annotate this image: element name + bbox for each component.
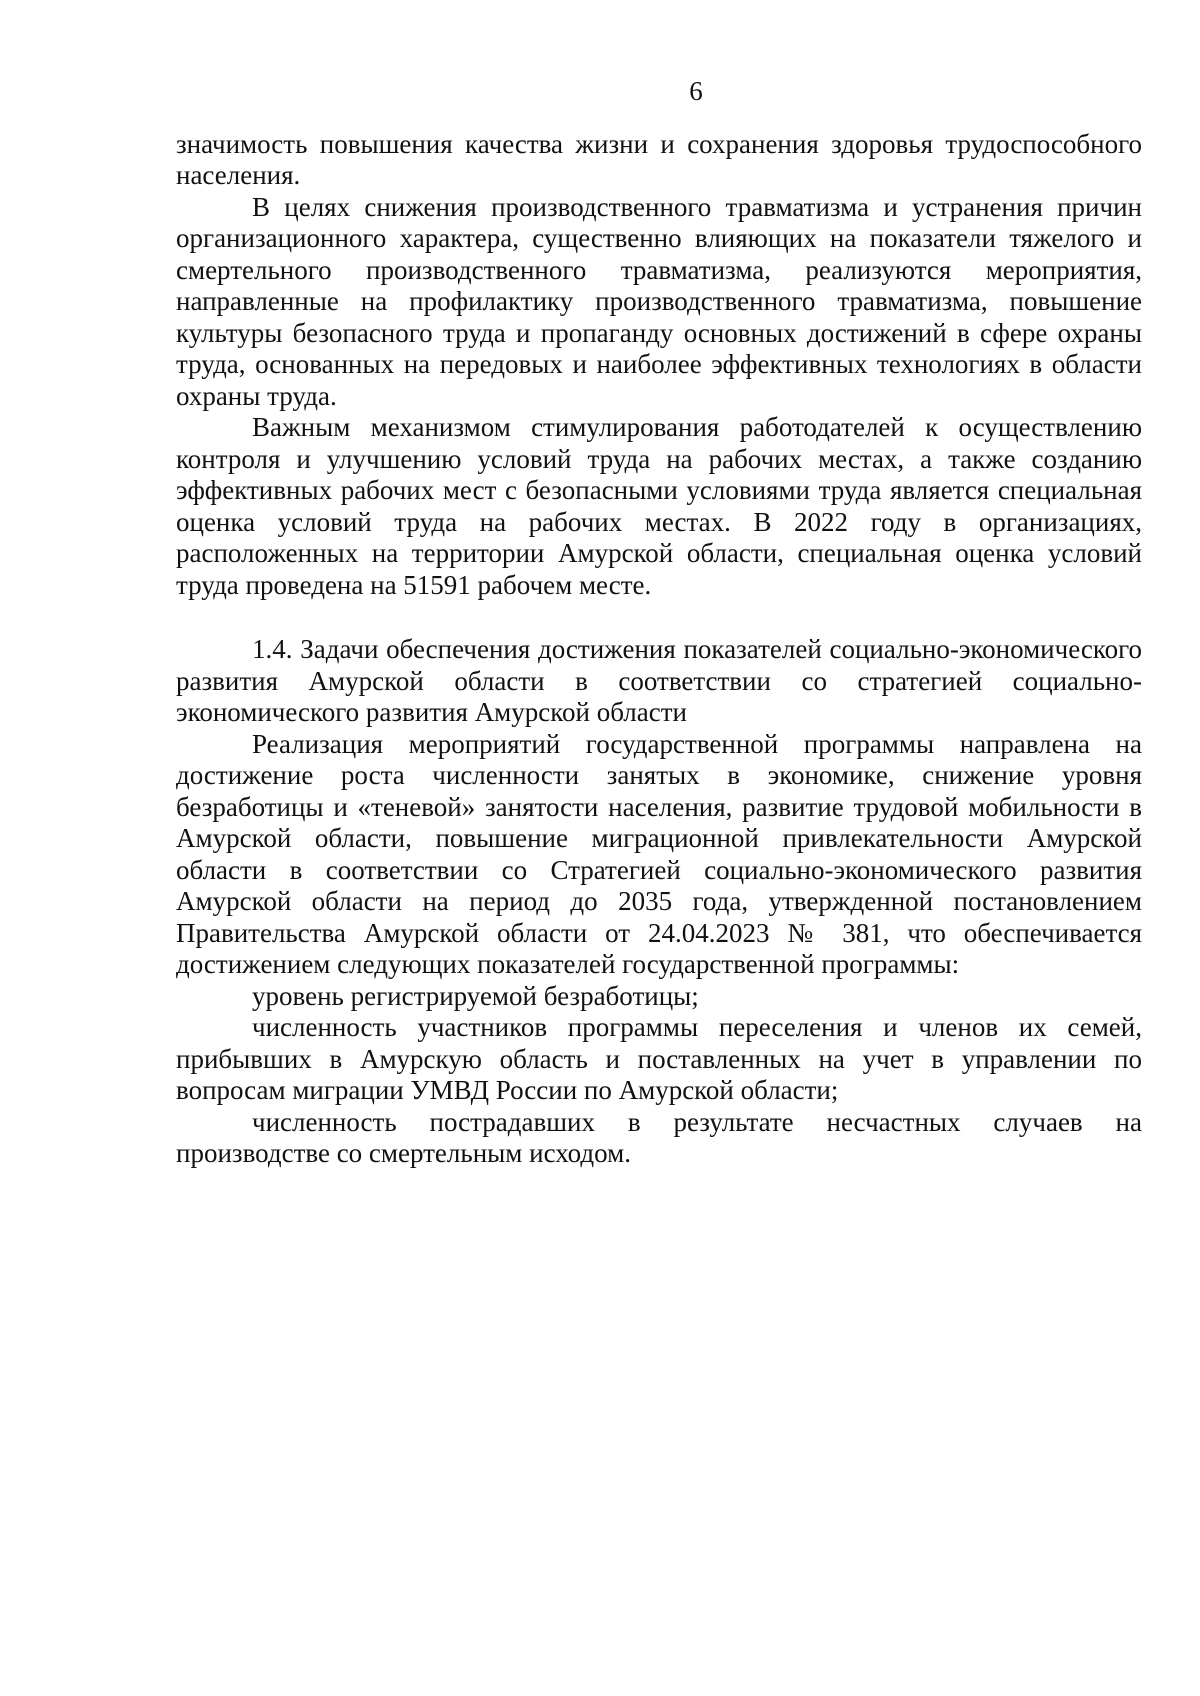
page-number: 6 [689, 76, 703, 106]
paragraph-injury-prevention: В целях снижения производственного травматизма и устранения причин организационного характера, существенно влияющих на показатели тяжелого и смертельного производственного травматизма, реализуются мероприятия, направленные на профилактику производственного травматизма, повышение культуры безопасного труда и пропаганду основных достижений в сфере охраны труда, основанных на передовых и наиболее эффективных технологиях в области охраны труда. [176, 191, 1142, 411]
section-heading: 1.4. Задачи обеспечения достижения показателей социально-экономического развития Амурской области в соответствии со стратегией социально-экономического развития Амурской области [176, 634, 1142, 727]
list-item-fatal-injuries: численность пострадавших в результате несчастных случаев на производстве со смертельным исходом. [176, 1106, 1142, 1168]
list-item-resettlement: численность участников программы переселения и членов их семей, прибывших в Амурскую область и поставленных на учет в управлении по вопросам миграции УМВД России по Амурской области; [176, 1012, 1142, 1105]
paragraph-continuation: значимость повышения качества жизни и сохранения здоровья трудоспособного населения. [176, 128, 1142, 190]
paragraph-working-conditions: Важным механизмом стимулирования работодателей к осуществлению контроля и улучшению условий труда на рабочих местах, а также созданию эффективных рабочих мест с безопасными условиями труда является специальная оценка условий труда на рабочих местах. В 2022 году в организациях, расположенных на территории Амурской области, специальная оценка условий труда проведена на 51591 рабочем месте. [176, 412, 1142, 600]
paragraph-program-goals: Реализация мероприятий государственной программы направлена на достижение роста численности занятых в экономике, снижение уровня безработицы и «теневой» занятости населения, развитие трудовой мобильности в Амурской области, повышение миграционной привлекательности Амурской области в соответствии со Стратегией социально-экономического развития Амурской области на период до 2035 года, утвержденной постановлением Правительства Амурской области от 24.04.2023 № 381, что обеспечивается достижением следующих показателей государственной программы: [176, 728, 1142, 979]
list-item-unemployment: уровень регистрируемой безработицы; [252, 980, 699, 1011]
